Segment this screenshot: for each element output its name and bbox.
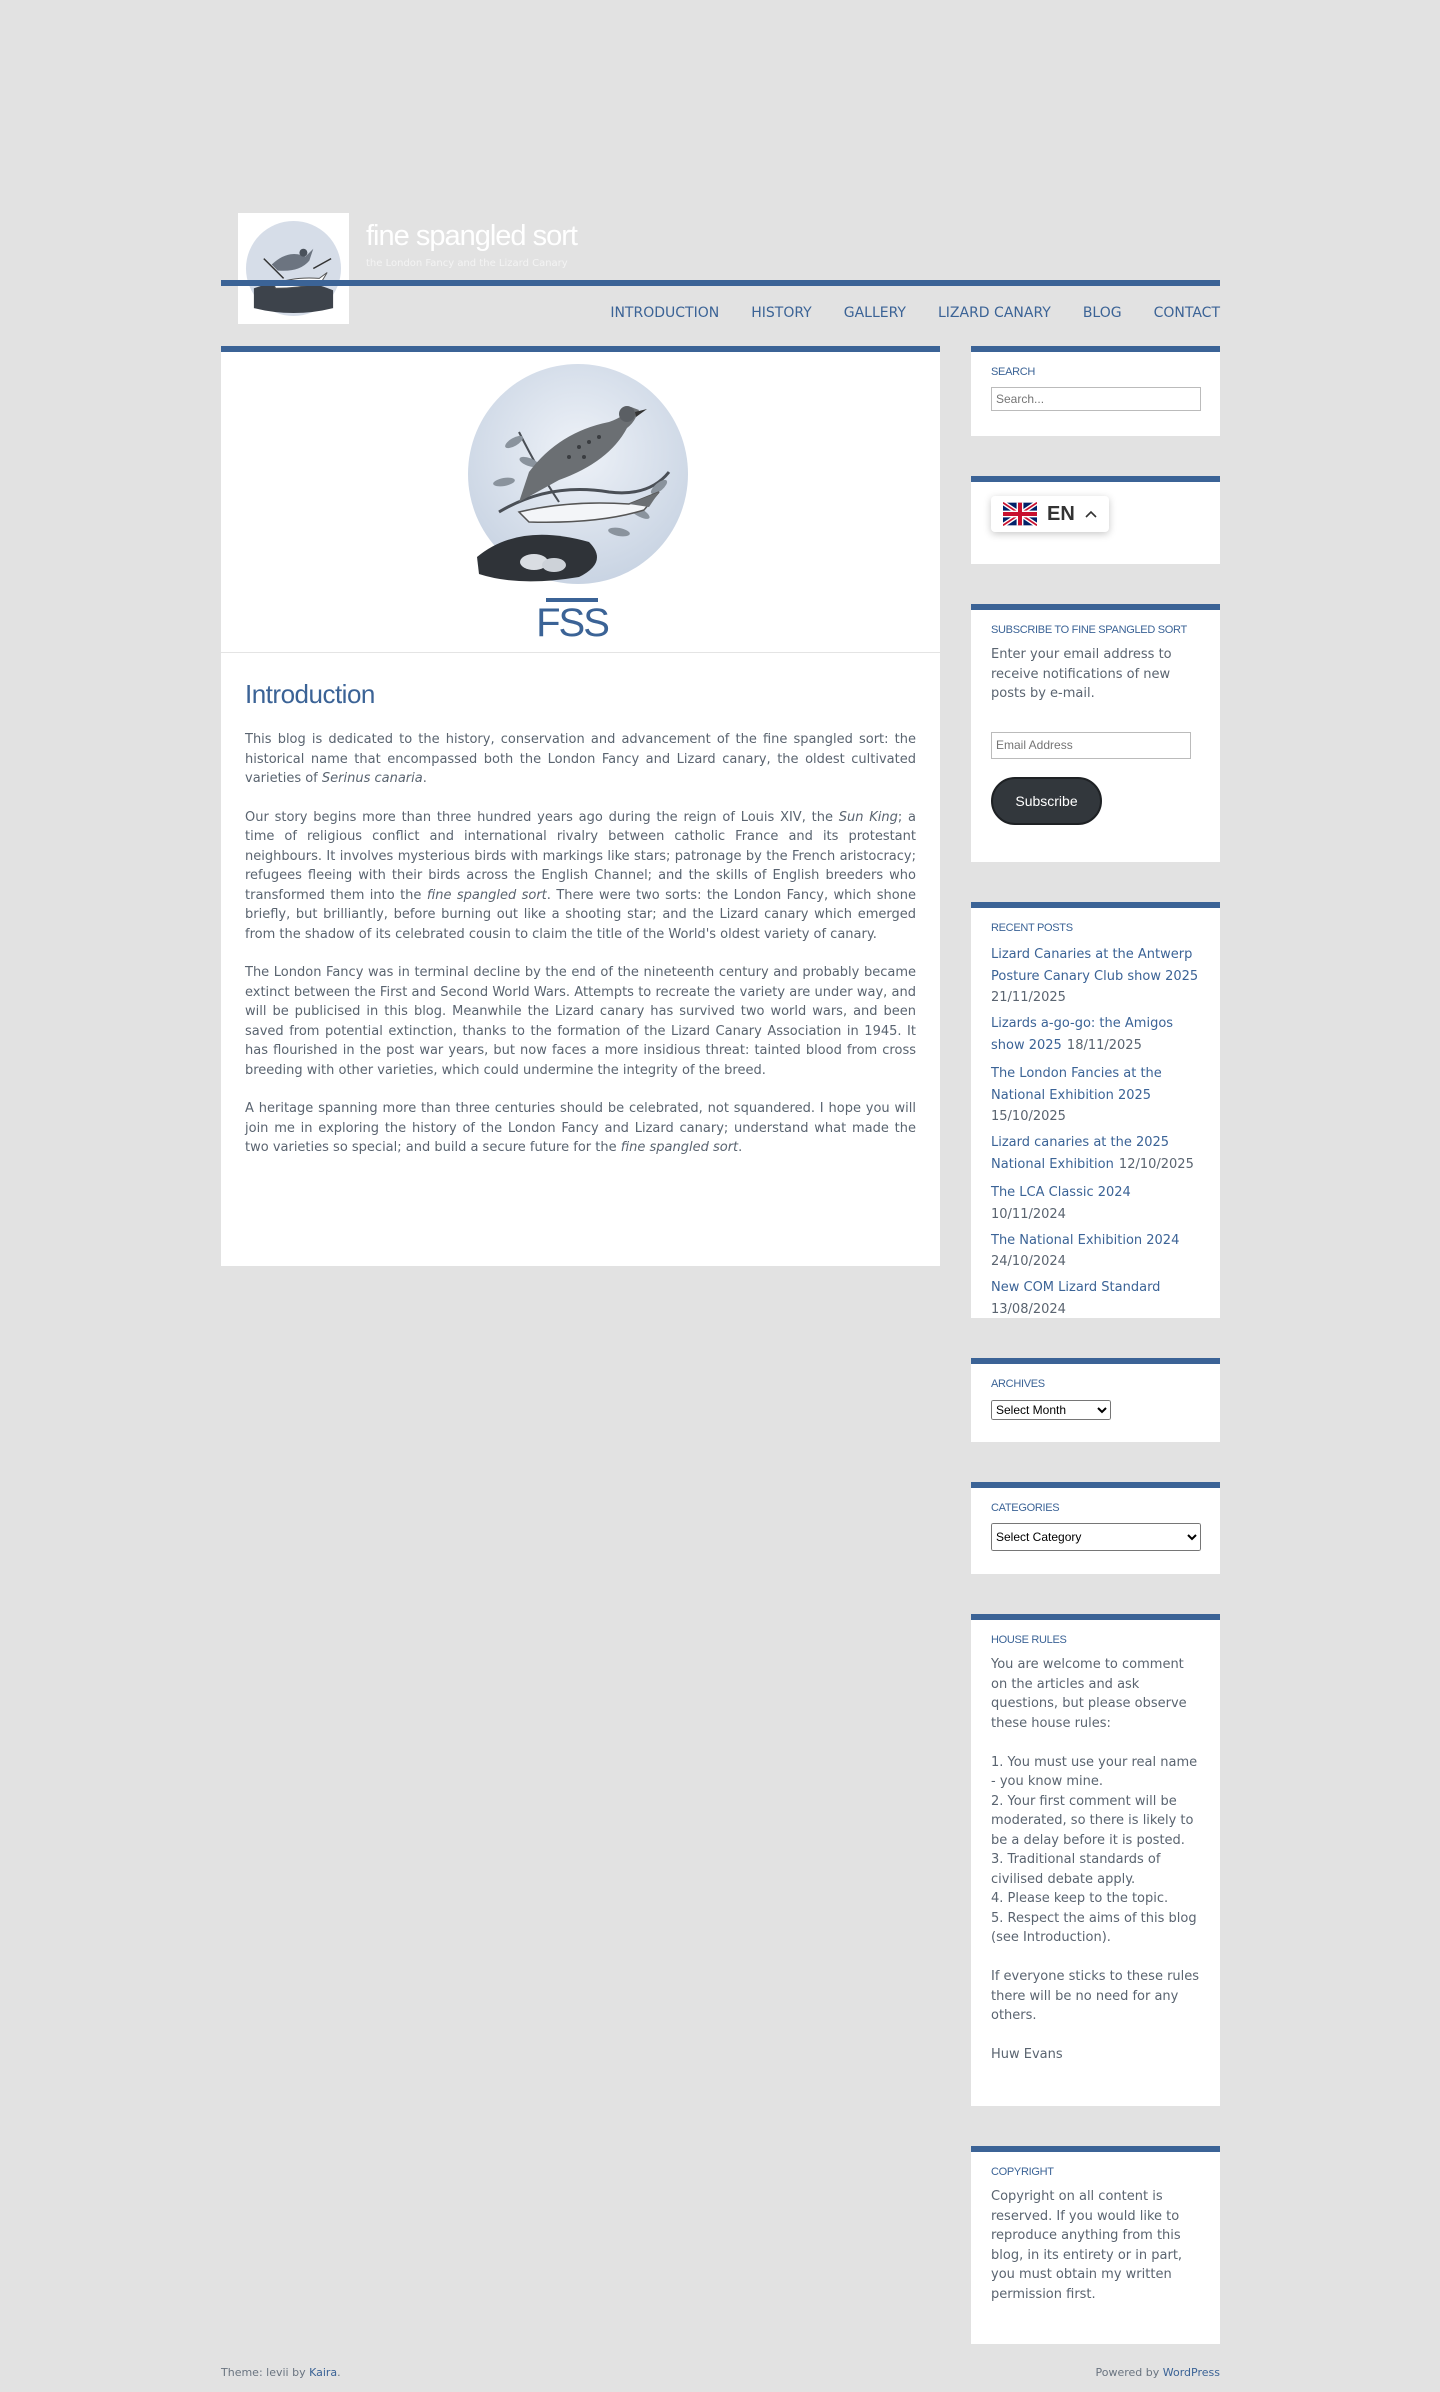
nav-lizard-canary[interactable]: LIZARD CANARY (937, 305, 1051, 321)
list-item (991, 1229, 1200, 1270)
list-item (991, 1131, 1200, 1174)
widget-title: SUBSCRIBE TO FINE SPANGLED SORT (991, 624, 1187, 636)
recent-post-link[interactable]: The LCA Classic 2024 (991, 1185, 1131, 1200)
list-item (991, 1181, 1200, 1222)
post-date: 13/08/2024 (991, 1301, 1066, 1317)
article-paragraph: The London Fancy was in terminal decline by the end of the nineteenth century and probably became extinct between the First and Second World Wars. Attempts to recreate the variety are under way, and will be publicised in this blog. Meanwhile the Lizard canary has survived two world wars, and been saved from potential extinction, thanks to the formation of the Lizard Canary Association in 1945. It has flourished in the post war years, but now faces a more insidious threat: tainted blood from cross breeding with other varieties, which could undermine the integrity of the breed. (245, 965, 916, 1078)
house-rule: 3. Traditional standards of civilised debate apply. (991, 1852, 1161, 1887)
widget-title: ARCHIVES (991, 1378, 1045, 1390)
hero-image (221, 352, 940, 653)
search-widget (971, 346, 1220, 436)
recent-post-link[interactable]: The London Fancies at the National Exhibition 2025 (991, 1066, 1162, 1103)
post-date: 21/11/2025 (991, 990, 1066, 1005)
fss-logo-text: FSS (536, 601, 608, 642)
site-tagline: the London Fancy and the Lizard Canary (366, 258, 568, 269)
list-item (991, 1012, 1200, 1055)
wordpress-link[interactable]: WordPress (1162, 2366, 1220, 2379)
nav-introduction[interactable]: INTRODUCTION (610, 305, 720, 321)
recent-post-link[interactable]: Lizard canaries at the 2025 National Exhibition (991, 1135, 1170, 1172)
house-rule: 5. Respect the aims of this blog (see Introduction). (991, 1910, 1197, 1945)
house-rules-widget (971, 1614, 1220, 2106)
main-content (221, 346, 940, 1266)
site-logo[interactable] (238, 213, 349, 324)
nav-contact[interactable]: CONTACT (1153, 305, 1220, 321)
list-item (991, 1276, 1200, 1317)
article (221, 653, 940, 1158)
archives-select[interactable] (991, 1400, 1111, 1420)
fss-emblem-icon (459, 362, 697, 642)
post-date: 12/10/2025 (1118, 1156, 1194, 1172)
site-title[interactable]: fine spangled sort (366, 220, 577, 252)
article-paragraph: A heritage spanning more than three centuries should be celebrated, not squandered. I hope you will join me in exploring the history of the London Fancy and Lizard canary; understand what made the two varieties so special; and build a secure future for the fine spangled sort. (245, 1101, 916, 1155)
widget-title: HOUSE RULES (991, 1634, 1067, 1646)
footer-theme-credit: Theme: levii by Kaira. (221, 2366, 341, 2379)
language-widget (971, 476, 1220, 564)
main-nav (610, 305, 1220, 321)
copyright-widget (971, 2146, 1220, 2344)
signature: Huw Evans (991, 2047, 1063, 2062)
recent-posts-widget (971, 902, 1220, 1318)
search-input[interactable] (991, 387, 1201, 411)
bird-logo-icon (244, 219, 343, 318)
header-divider (221, 280, 1220, 286)
post-date: 18/11/2025 (1066, 1037, 1142, 1053)
article-paragraph: Our story begins more than three hundred years ago during the reign of Louis XIV, the Sun King; a time of religious conflict and international rivalry between catholic France and its protestant neighbours. It involves mysterious birds with markings like stars; patronage by the French aristocracy; refugees fleeing with their birds across the English Channel; and the skills of English breeders who transformed them into the fine spangled sort. There were two sorts: the London Fancy, which shone briefly, but brilliantly, before burning out like a shooting star; and the Lizard canary which emerged from the shadow of its celebrated cousin to claim the title of the World's oldest variety of canary. (245, 809, 916, 942)
recent-post-link[interactable]: The National Exhibition 2024 (991, 1232, 1180, 1248)
post-date: 15/10/2025 (991, 1109, 1066, 1124)
house-rules-intro: You are welcome to comment on the articles and ask questions, but please observe these house rules: (991, 1657, 1187, 1731)
subscribe-text: Enter your email address to receive notifications of new posts by e-mail. (991, 647, 1172, 701)
widget-title: CATEGORIES (991, 1502, 1060, 1514)
list-item (991, 943, 1200, 1005)
house-rule: 4. Please keep to the topic. (991, 1891, 1169, 1906)
article-title: Introduction (245, 679, 375, 709)
post-date: 24/10/2024 (991, 1254, 1066, 1269)
nav-gallery[interactable]: GALLERY (843, 305, 906, 321)
subscribe-widget (971, 604, 1220, 862)
categories-select[interactable] (991, 1523, 1201, 1551)
copyright-text: Copyright on all content is reserved. If you would like to reproduce anything from this blog, in its entirety or in part, you must obtain my written permission first. (991, 2189, 1183, 2302)
widget-title: SEARCH (991, 366, 1036, 378)
subscribe-button[interactable]: Subscribe (991, 777, 1102, 825)
recent-post-link[interactable]: New COM Lizard Standard (991, 1280, 1161, 1295)
post-date: 10/11/2024 (991, 1206, 1066, 1222)
list-item (991, 1062, 1200, 1124)
theme-author-link[interactable]: Kaira (309, 2366, 338, 2379)
nav-blog[interactable]: BLOG (1082, 305, 1122, 321)
widget-title: RECENT POSTS (991, 922, 1073, 934)
footer-powered-by: Powered by WordPress (1095, 2366, 1220, 2379)
categories-widget (971, 1482, 1220, 1574)
house-rule: 2. Your first comment will be moderated, so there is likely to be a delay before it is posted. (991, 1793, 1194, 1848)
widget-title: COPYRIGHT (991, 2166, 1054, 2178)
language-code: EN (1047, 502, 1075, 525)
article-paragraph: This blog is dedicated to the history, conservation and advancement of the fine spangled sort: the historical name that encompassed both the London Fancy and Lizard canary, the oldest cultivated varieties of Serinus canaria. (245, 732, 916, 786)
house-rule: 1. You must use your real name - you know mine. (991, 1754, 1198, 1789)
uk-flag-icon (1003, 502, 1037, 526)
nav-history[interactable]: HISTORY (751, 305, 812, 321)
archives-widget (971, 1358, 1220, 1442)
email-field[interactable] (991, 732, 1191, 759)
recent-post-link[interactable]: Lizards a-go-go: the Amigos show 2025 (991, 1016, 1174, 1053)
language-switcher[interactable] (991, 496, 1109, 532)
house-rules-outro: If everyone sticks to these rules there will be no need for any others. (991, 1969, 1200, 2023)
chevron-up-icon (1085, 510, 1097, 518)
recent-post-link[interactable]: Lizard Canaries at the Antwerp Posture Canary Club show 2025 (991, 947, 1199, 984)
